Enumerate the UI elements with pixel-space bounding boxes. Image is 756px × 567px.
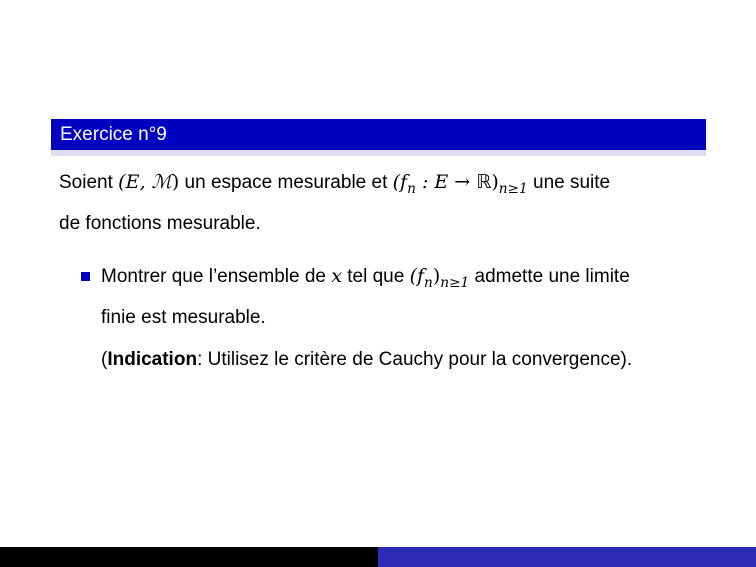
math-reals: ℝ: [476, 171, 492, 193]
math-close: ): [491, 171, 499, 193]
math-sequence: [392, 171, 528, 197]
text-espace: un espace mesurable et: [179, 172, 393, 193]
text-soient: Soient: [59, 172, 119, 193]
text-admette: admette une limite: [469, 266, 630, 287]
paragraph-line-2: de fonctions mesurable.: [59, 213, 261, 234]
math-e: (E,: [118, 171, 152, 193]
block-title: Exercice n°9: [51, 119, 706, 150]
math-sub-n: n: [407, 180, 416, 197]
math-close-2: ): [432, 265, 441, 287]
math-x: x: [331, 265, 342, 287]
math-sub-n-2: n: [424, 274, 433, 291]
math-sequence-2: [409, 265, 470, 291]
hint-open-paren: (: [101, 349, 108, 370]
hint-line: [101, 348, 632, 372]
math-index-range-2: n≥1: [440, 274, 470, 291]
math-measurable-space: [118, 171, 179, 193]
math-f-2: (f: [409, 265, 425, 287]
math-f: (f: [392, 171, 408, 193]
text-montrer: Montrer que l’ensemble de: [101, 266, 332, 287]
block-title-rule: [51, 150, 706, 156]
footer-bar-right: [378, 547, 756, 567]
hint-text: : Utilisez le critère de Cauchy pour la convergence).: [197, 349, 633, 370]
item-line-1: [101, 264, 630, 289]
math-index-range: n≥1: [498, 180, 528, 197]
text-tel-que: tel que: [341, 266, 410, 287]
math-map: : E →: [415, 171, 477, 193]
exercise-block: [51, 119, 706, 156]
paragraph-line-1: [59, 170, 610, 195]
bullet-square-icon: [81, 272, 90, 281]
footer-bar-left: [0, 547, 378, 567]
math-sigma-algebra: ℳ: [151, 171, 172, 193]
item-line-2: finie est mesurable.: [101, 307, 266, 328]
hint-label: Indication: [107, 349, 198, 370]
text-une-suite: une suite: [527, 172, 611, 193]
math-paren-close: ): [171, 171, 180, 193]
